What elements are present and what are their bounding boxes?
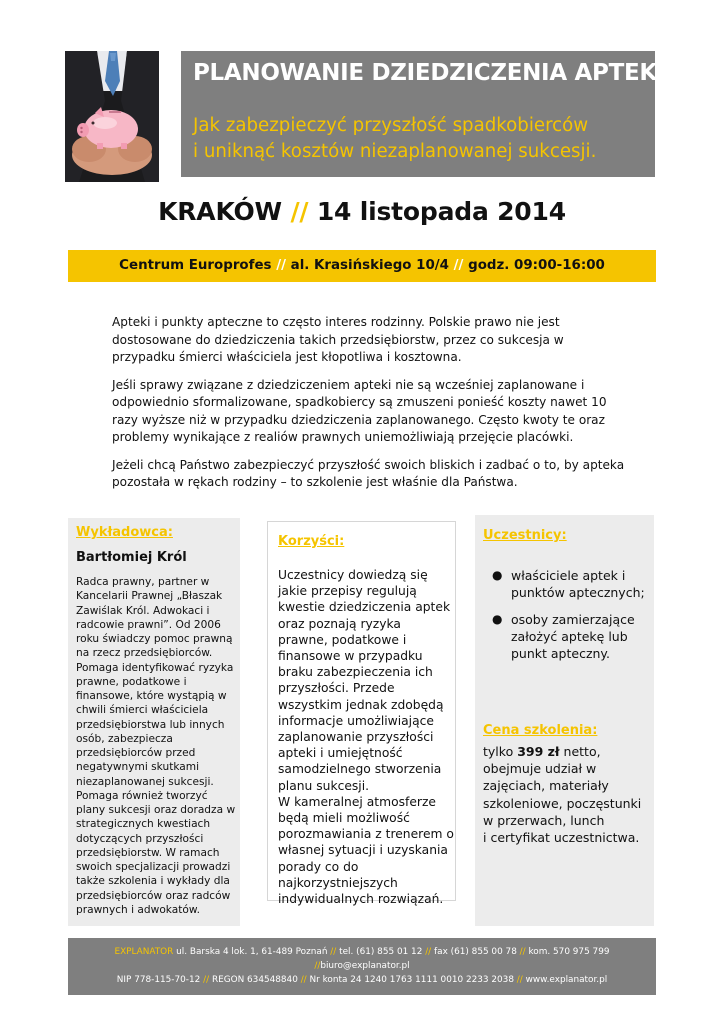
participants-panel	[475, 515, 654, 926]
venue-address: al. Krasińskiego 10/4	[290, 258, 449, 273]
venue-place: Centrum Europrofes	[119, 258, 272, 273]
page-subtitle	[193, 113, 596, 165]
event-date: 14 listopada 2014	[316, 197, 566, 226]
venue-bar	[68, 250, 656, 282]
company-regon: REGON 634548840	[211, 975, 298, 985]
subtitle-line-2: i uniknąć kosztów niezaplanowanej sukcesji.	[193, 141, 597, 162]
company-nip: NIP 778-115-70-12	[116, 975, 201, 985]
bank-account: Nr konta 24 1240 1763 1111 0010 2233 2038	[309, 975, 514, 985]
list-item	[483, 611, 653, 662]
benefits-heading: Korzyści:	[278, 534, 345, 549]
separator: //	[203, 975, 210, 985]
footer-line-2	[68, 959, 656, 973]
price-details: netto, obejmuje udział w zajęciach, materiały szkoleniowe, poczęstunki w przerwach, lunch i certyfikat uczestnictwa.	[483, 744, 642, 846]
intro-text	[112, 314, 627, 502]
benefits-panel	[267, 521, 456, 907]
event-city: KRAKÓW	[158, 197, 282, 226]
separator: //	[290, 197, 309, 226]
piggy-bank-photo	[65, 51, 159, 182]
separator: //	[453, 258, 464, 273]
subtitle-line-1: Jak zabezpieczyć przyszłość spadkobierców	[193, 115, 589, 136]
participant-item: osoby zamierzające założyć aptekę lub punkt apteczny.	[511, 612, 635, 661]
separator: //	[314, 961, 321, 971]
footer-line-1	[68, 945, 656, 959]
price-heading: Cena szkolenia:	[483, 723, 598, 738]
intro-paragraph: Apteki i punkty apteczne to często interes rodzinny. Polskie prawo nie jest dostosowane do dziedziczenia takich przedsiębiorstw, przez co sukcesja w przypadku śmierci właściciela jest kłopotliwa i kosztowna.	[112, 315, 564, 364]
company-mobile: kom. 570 975 799	[528, 947, 610, 957]
title-banner	[181, 51, 666, 177]
email-link[interactable]: biuro@explanator.pl	[320, 961, 410, 971]
participants-heading: Uczestnicy:	[483, 528, 567, 543]
separator: //	[300, 975, 307, 985]
company-address: ul. Barska 4 lok. 1, 61-489 Poznań	[176, 947, 328, 957]
separator: //	[516, 975, 523, 985]
separator: //	[276, 258, 286, 273]
separator: //	[519, 947, 526, 957]
company-fax: fax (61) 855 00 78	[434, 947, 517, 957]
intro-paragraph: Jeśli sprawy związane z dziedziczeniem apteki nie są wcześniej zaplanowane i odpowiednio sformalizowane, spadkobiercy są zmuszeni ponieść koszty nawet 10 razy wyższe niż w przypadku dziedziczenia zaplanowanego. Często kwoty te oraz problemy wynikające z realiów prawnych uniemożliwiają przejęcie placówki.	[112, 377, 607, 444]
bullet-icon: ●	[492, 568, 503, 582]
footer-line-3	[68, 973, 656, 987]
separator: //	[330, 947, 337, 957]
separator: //	[425, 947, 432, 957]
lecturer-heading: Wykładowca:	[76, 525, 173, 540]
lecturer-panel	[68, 518, 240, 926]
bullet-icon: ●	[492, 612, 503, 626]
company-name: EXPLANATOR	[114, 947, 174, 957]
price-amount: 399 zł	[517, 744, 560, 759]
intro-paragraph: Jeżeli chcą Państwo zabezpieczyć przyszłość swoich bliskich i zadbać o to, by apteka pozostała w rękach rodziny – to szkolenie jest właśnie dla Państwa.	[112, 457, 625, 489]
event-city-date	[0, 197, 724, 226]
website-link[interactable]: www.explanator.pl	[525, 975, 608, 985]
lecturer-bio: Radca prawny, partner w Kancelarii Prawnej „Błaszak Zawiślak Król. Adwokaci i radcowie prawni”. Od 2006 roku świadczy pomoc prawną na rzecz przedsiębiorców. Pomaga identyfikować ryzyka prawne, podatkowe i finansowe, które wystąpią w chwili śmierci właściciela przedsiębiorstwa lub innych osób, zabezpiecza przedsiębiorców przed negatywnymi skutkami niezaplanowanej sukcesji. Pomaga również tworzyć plany sukcesji oraz doradza w strategicznych kwestiach dotyczących przyszłości przedsiębiorstw. W ramach swoich specjalizacji prowadzi także szkolenia i wykłady dla przedsiębiorców oraz radców prawnych i adwokatów.	[76, 576, 236, 916]
company-phone: tel. (61) 855 01 12	[339, 947, 423, 957]
price-text	[483, 743, 653, 846]
price-prefix: tylko	[483, 744, 514, 759]
lecturer-name: Bartłomiej Król	[76, 550, 187, 565]
benefits-paragraph: Uczestnicy dowiedzą się jakie przepisy regulują kwestie dziedziczenia aptek oraz poznają ryzyka prawne, podatkowe i finansowe w przypadku braku zabezpieczenia ich przyszłości. Przede wszystkim jednak zdobędą informacje umożliwiające zaplanowanie przyszłości apteki i umiejętność samodzielnego stworzenia planu sukcesji. W kameralnej atmosferze będą mieli możliwość porozmawiania z trenerem o własnej sytuacji i uzyskania porady co do najkorzystniejszych indywidualnych rozwiązań.	[278, 568, 454, 907]
participant-item: właściciele aptek i punktów aptecznych;	[511, 568, 645, 600]
list-item	[483, 567, 653, 601]
participants-list	[483, 567, 653, 672]
benefits-text	[278, 567, 454, 907]
footer	[68, 938, 656, 995]
venue-hours: godz. 09:00-16:00	[468, 258, 605, 273]
page-title: PLANOWANIE DZIEDZICZENIA APTEKI	[193, 60, 666, 86]
